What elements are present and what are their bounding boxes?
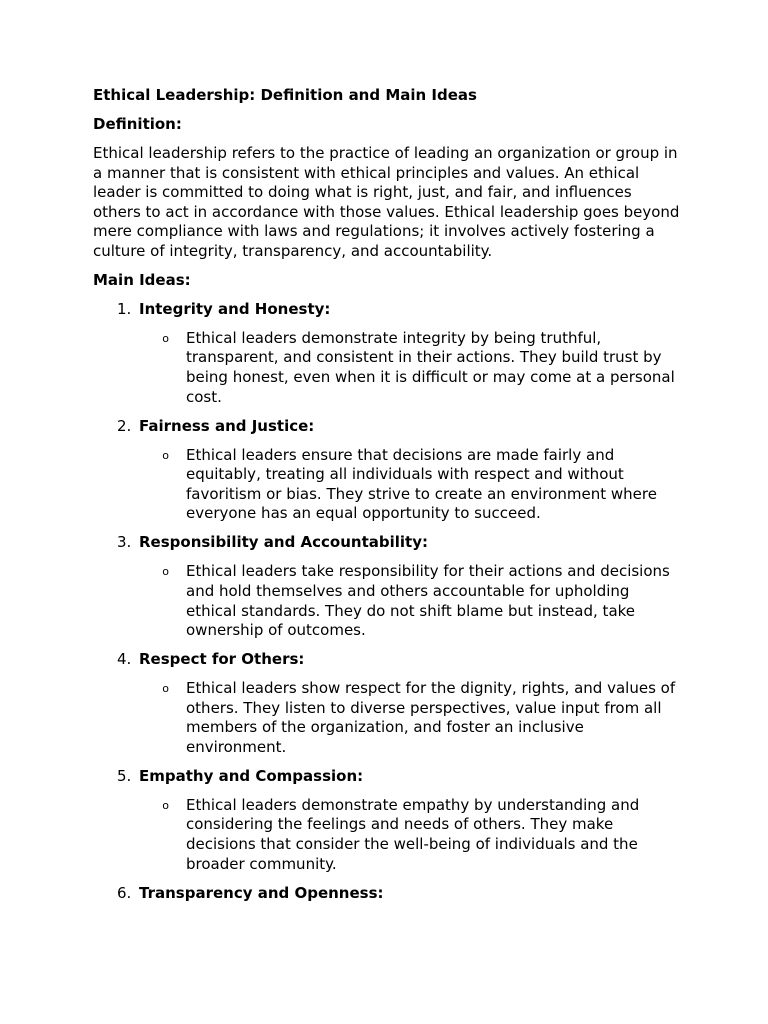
- list-item-title: Respect for Others:: [139, 650, 305, 669]
- list-item-number: 3.: [117, 533, 132, 552]
- list-item: [93, 300, 683, 407]
- definition-paragraph: Ethical leadership refers to the practice of leading an organization or group in a manner that is consistent with ethical principles and values. An ethical leader is committed to doing what is right, just, and fair, and influences others to act in accordance with those values. Ethical leadership goes beyond mere compliance with laws and regulations; it involves actively fostering a culture of integrity, transparency, and accountability.: [93, 143, 680, 260]
- bullet-icon: o: [162, 682, 169, 696]
- sub-list-item: [93, 329, 683, 407]
- sub-list: [93, 329, 683, 407]
- sub-list-item-text: Ethical leaders ensure that decisions are made fairly and equitably, treating all individuals with respect and without favoritism or bias. They strive to create an environment where everyone has an equal opportunity to succeed.: [186, 445, 657, 523]
- list-item-heading: [93, 533, 683, 553]
- bullet-icon: o: [162, 565, 169, 579]
- list-item-heading: [93, 884, 683, 904]
- sub-list-item: [93, 446, 683, 524]
- sub-list-item-text: Ethical leaders take responsibility for their actions and decisions and hold themselves and others accountable for upholding ethical standards. They do not shift blame but instead, take ownership of outcomes.: [186, 562, 670, 640]
- list-item-heading: [93, 417, 683, 437]
- list-item-title: Integrity and Honesty:: [139, 299, 331, 318]
- sub-list-item-text: Ethical leaders demonstrate integrity by being truthful, transparent, and consistent in their actions. They build trust by being honest, even when it is difficult or may come at a personal cost.: [186, 328, 675, 406]
- document-page: [93, 86, 683, 913]
- main-ideas-list: [93, 300, 683, 903]
- list-item-title: Empathy and Compassion:: [139, 766, 364, 785]
- list-item-number: 2.: [117, 416, 132, 435]
- list-item: [93, 884, 683, 904]
- list-item: [93, 533, 683, 640]
- bullet-icon: o: [162, 331, 169, 345]
- list-item-number: 4.: [117, 650, 132, 669]
- list-item: [93, 650, 683, 757]
- list-item-title: Transparency and Openness:: [139, 883, 384, 902]
- sub-list-item: [93, 562, 683, 640]
- definition-heading: Definition:: [93, 114, 182, 133]
- sub-list-item-text: Ethical leaders demonstrate empathy by understanding and considering the feelings and needs of others. They make decisions that consider the well-being of individuals and the broader community.: [186, 795, 640, 873]
- bullet-icon: o: [162, 448, 169, 462]
- sub-list: [93, 796, 683, 874]
- list-item-title: Responsibility and Accountability:: [139, 533, 428, 552]
- list-item: [93, 417, 683, 524]
- sub-list: [93, 446, 683, 524]
- list-item: [93, 767, 683, 874]
- sub-list: [93, 562, 683, 640]
- bullet-icon: o: [162, 798, 169, 812]
- list-item-number: 1.: [117, 299, 132, 318]
- sub-list: [93, 679, 683, 757]
- list-item-title: Fairness and Justice:: [139, 416, 315, 435]
- sub-list-item-text: Ethical leaders show respect for the dignity, rights, and values of others. They listen to diverse perspectives, value input from all members of the organization, and foster an inclusive environment.: [186, 679, 676, 756]
- list-item-number: 6.: [117, 883, 132, 902]
- list-item-number: 5.: [117, 766, 132, 785]
- list-item-heading: [93, 650, 683, 670]
- sub-list-item: [93, 796, 683, 874]
- main-ideas-heading: Main Ideas:: [93, 270, 191, 289]
- document-title: Ethical Leadership: Definition and Main Ideas: [93, 86, 477, 104]
- sub-list-item: [93, 679, 683, 757]
- list-item-heading: [93, 300, 683, 320]
- list-item-heading: [93, 767, 683, 787]
